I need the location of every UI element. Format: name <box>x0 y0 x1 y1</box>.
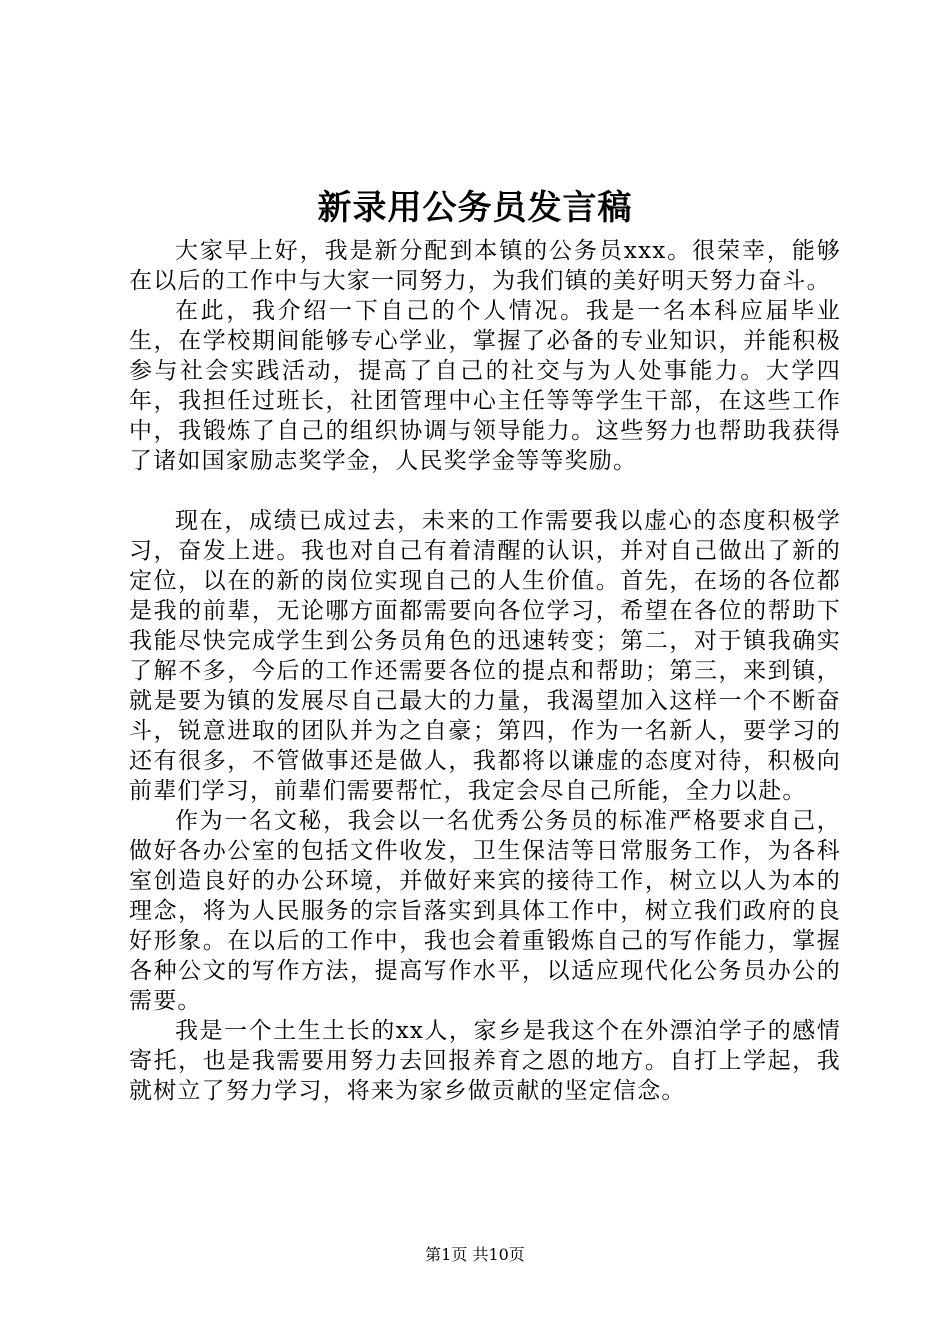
paragraph-goals: 现在，成绩已成过去，未来的工作需要我以虚心的态度积极学习，奋发上进。我也对自己有着清醒的认识，并对自己做出了新的定位，以在的新的岗位实现自己的人生价值。首先，在场的各位都是我的前辈，无论哪方面都需要向各位学习，希望在各位的帮助下我能尽快完成学生到公务员角色的迅速转变；第二，对于镇我确实了解不多，今后的工作还需要各位的提点和帮助；第三，来到镇，就是要为镇的发展尽自己最大的力量，我渴望加入这样一个不断奋斗，锐意进取的团队并为之自豪；第四，作为一名新人，要学习的还有很多，不管做事还是做人，我都将以谦虚的态度对待，积极向前辈们学习，前辈们需要帮忙，我定会尽自己所能，全力以赴。 <box>129 508 841 804</box>
paragraph-introduction: 在此，我介绍一下自己的个人情况。我是一名本科应届毕业生，在学校期间能够专心学业，掌握了必备的专业知识，并能积极参与社会实践活动，提高了自己的社交与为人处事能力。大学四年，我担任过班长，社团管理中心主任等等学生干部，在这些工作中，我锻炼了自己的组织协调与领导能力。这些努力也帮助我获得了诸如国家励志奖学金，人民奖学金等等奖励。 <box>129 298 841 474</box>
document-title: 新录用公务员发言稿 <box>317 188 633 228</box>
paragraph-secretary-duties: 作为一名文秘，我会以一名优秀公务员的标准严格要求自己，做好各办公室的包括文件收发，卫生保洁等日常服务工作，为各科室创造良好的办公环境，并做好来宾的接待工作，树立以人为本的理念，将为人民服务的宗旨落实到具体工作中，树立我们政府的良好形象。在以后的工作中，我也会着重锻炼自己的写作能力，掌握各种公文的写作方法，提高写作水平，以适应现代化公务员办公的需要。 <box>129 808 841 1014</box>
document-body <box>129 236 841 1106</box>
paragraph-hometown: 我是一个土生土长的xx人，家乡是我这个在外漂泊学子的感情寄托，也是我需要用努力去回报养育之恩的地方。自打上学起，我就树立了努力学习，将来为家乡做贡献的坚定信念。 <box>129 1018 841 1104</box>
page-number-footer: 第1页 共10页 <box>425 1245 525 1264</box>
paragraph-greeting: 大家早上好，我是新分配到本镇的公务员xxx。很荣幸，能够在以后的工作中与大家一同努力，为我们镇的美好明天努力奋斗。 <box>129 238 841 294</box>
